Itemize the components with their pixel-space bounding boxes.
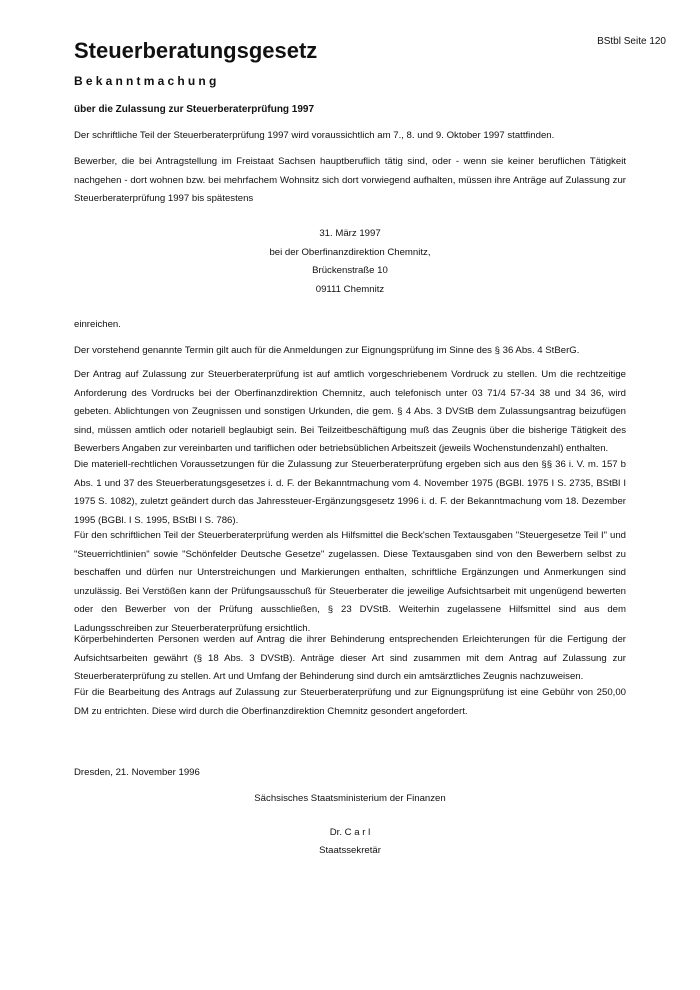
- street-line: Brückenstraße 10: [312, 265, 388, 276]
- document-title: Steuerberatungsgesetz: [74, 38, 318, 63]
- place-date: Dresden, 21. November 1996: [74, 767, 200, 778]
- paragraph-aids: Für den schriftlichen Teil der Steuerberaterprüfung werden als Hilfsmittel die Beck'schen Textausgaben "Steuergesetze Teil I" und "Steuerrichtlinien" sowie "Schönfelder Deutsche Gesetze" zugelassen. Diese Textausgaben sind von den Bewerbern selbst zu beschaffen und dürfen nur Unterstreichungen und Markierungen enthalten, schriftliche Ergänzungen und Anmerkungen sind unzulässig. Bei Verstößen kann der Prüfungsausschuß für Steuerberater die jeweilige Aufsichtsarbeit mit ungenügend bewerten oder den Bewerber von der Prüfung ausschließen, § 23 DVStB. Weiterhin zugelassene Hilfsmittel sind aus dem Ladungsschreiben zur Steuerberaterprüfung ersichtlich.: [74, 530, 626, 634]
- city-line: 09111 Chemnitz: [315, 283, 385, 295]
- paragraph-legal-requirements: Die materiell-rechtlichen Voraussetzungen für die Zulassung zur Steuerberaterprüfung ergeben sich aus den §§ 36 i. V. m. 157 b Abs. 1 und 37 des Steuerberatungsgesetzes i. d. F. der Bekanntmachung vom 4. November 1975 (BGBl. 1975 I S. 2735, BStBl I 1975 S. 1082), zuletzt geändert durch das Jahressteuer-Ergänzungsgesetz 1996 i. d. F. der Bekanntmachung vom 18. Dezember 1995 (BGBl. I S. 1995, BStBl I S. 786).: [74, 459, 626, 526]
- paragraph-disabilities: Körperbehinderten Personen werden auf Antrag die ihrer Behinderung entsprechenden Erleichterungen für die Fertigung der Aufsichtsarbeiten gewährt (§ 18 Abs. 3 DVStB). Anträge dieser Art sind zusammen mit dem Antrag auf Zulassung zur Steuerberaterprüfung zu stellen. Art und Umfang der Behinderung sind durch ein amtsärztliches Zeugnis nachzuweisen.: [74, 634, 626, 682]
- paragraph-aptitude-test: Der vorstehend genannte Termin gilt auch für die Anmeldungen zur Eignungsprüfung im Sinne des § 36 Abs. 4 StBerG.: [74, 345, 580, 356]
- document-subtitle: Bekanntmachung: [74, 74, 220, 88]
- document-heading: über die Zulassung zur Steuerberaterprüfung 1997: [74, 104, 315, 115]
- paragraph-exam-dates: Der schriftliche Teil der Steuerberaterprüfung 1997 wird voraussichtlich am 7., 8. und 9. Oktober 1997 stattfinden.: [74, 130, 555, 141]
- paragraph-application-form: Der Antrag auf Zulassung zur Steuerberaterprüfung ist auf amtlich vorgeschriebenem Vordruck zu stellen. Um die rechtzeitige Anforderung des Vordrucks bei der Oberfinanzdirektion Chemnitz, auch telefonisch unter 03 71/4 57-34 38 und 34 36, wird gebeten. Ablichtungen von Zeugnissen und sonstigen Urkunden, die gem. § 4 Abs. 3 DVStB dem Zulassungsantrag beizufügen sind, müssen amtlich oder notariell beglaubigt sein. Bei Teilzeitbeschäftigung muß das Zeugnis über die bisherige Tätigkeit des Bewerbers Angaben zur vereinbarten und tariflichen oder betriebsüblichen Arbeitszeit (jeweils Wochenstundenzahl) enthalten.: [74, 369, 626, 454]
- signature-block: [74, 790, 626, 861]
- paragraph-submit: einreichen.: [74, 319, 121, 330]
- signatory-position: Staatssekretär: [319, 845, 381, 856]
- deadline-date: 31. März 1997: [319, 228, 381, 239]
- paragraph-applicants: Bewerber, die bei Antragstellung im Freistaat Sachsen hauptberuflich tätig sind, oder - wenn sie keiner beruflichen Tätigkeit nachgehen - dort wohnen bzw. bei mehrfachem Wohnsitz sich dort vorwiegend aufhalten, müssen ihre Anträge auf Zulassung zur Steuerberaterprüfung 1997 bis spätestens: [74, 156, 626, 204]
- address-block: [74, 225, 626, 299]
- signatory-name: Dr. C a r l: [329, 826, 371, 838]
- paragraph-fee: Für die Bearbeitung des Antrags auf Zulassung zur Steuerberaterprüfung und zur Eignungsprüfung ist eine Gebühr von 250,00 DM zu entrichten. Diese wird durch die Oberfinanzdirektion Chemnitz gesondert angefordert.: [74, 687, 626, 717]
- authority-line: bei der Oberfinanzdirektion Chemnitz,: [269, 246, 431, 258]
- page-number: BStbl Seite 120: [597, 36, 666, 47]
- ministry-name: Sächsisches Staatsministerium der Finanzen: [254, 793, 446, 804]
